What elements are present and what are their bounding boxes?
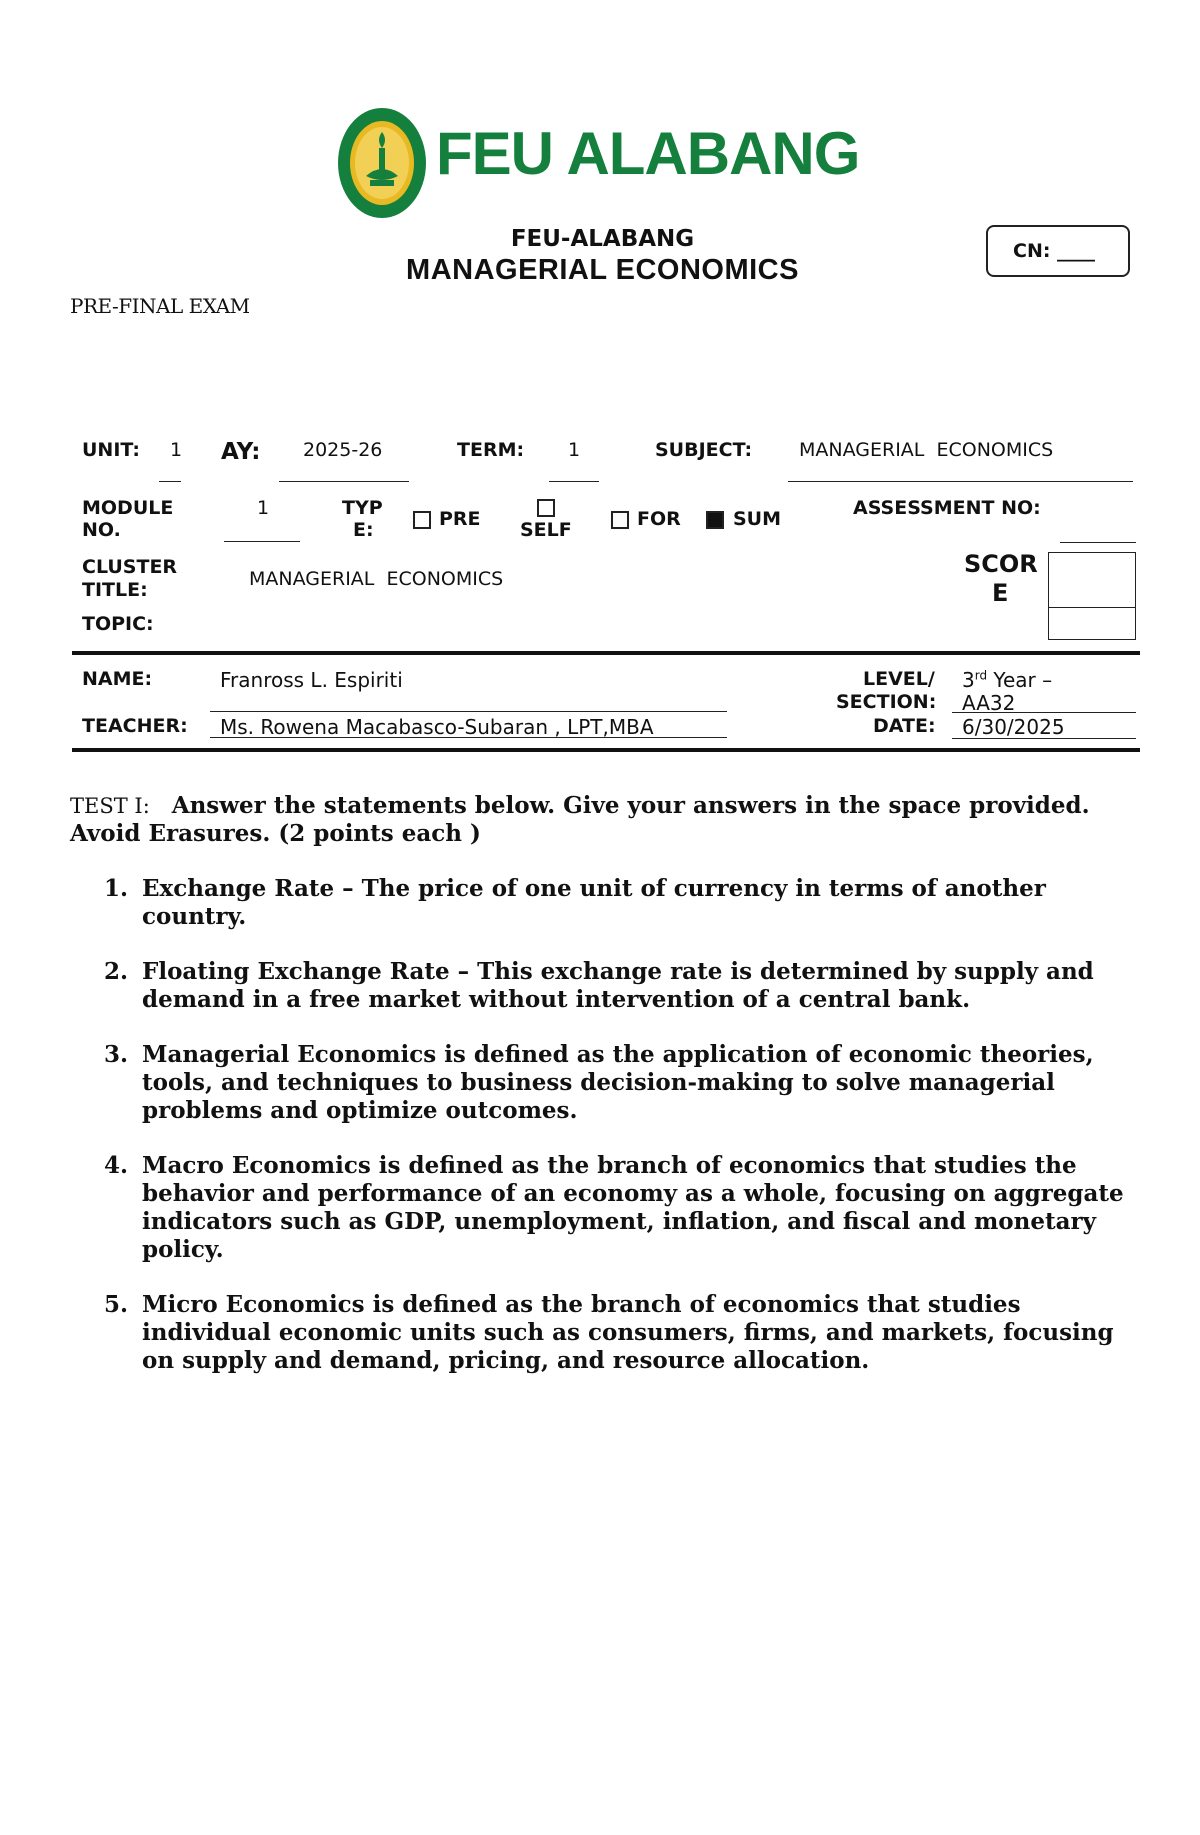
topic-label: TOPIC: (82, 613, 154, 635)
list-item: 2. Floating Exchange Rate – This exchange rate is determined by supply and demand in a free market without intervention of a central bank. (104, 958, 1094, 1013)
module-value: 1 (257, 497, 270, 519)
test-instructions-text: Answer the statements below. Give your answers in the space provided. Avoid Erasures. (2 points each ) (70, 792, 1090, 847)
type-for-checkbox[interactable] (611, 511, 629, 529)
unit-value: 1 (170, 439, 183, 461)
list-item: 4. Macro Economics is defined as the branch of economics that studies the behavior and performance of an economy as a whole, focusing on aggregate indicators such as GDP, unemployment, inflation, and fiscal and monetary policy. (104, 1152, 1124, 1263)
assessment-underline (1060, 542, 1136, 543)
date-value: 6/30/2025 (962, 715, 1065, 739)
type-sum-checkbox[interactable] (706, 511, 724, 529)
school-name: FEU-ALABANG (510, 226, 695, 252)
type-sum-label: SUM (733, 508, 782, 530)
list-item: 3. Managerial Economics is defined as the application of economic theories, tools, and techniques to business decision-making to solve managerial problems and optimize outcomes. (104, 1041, 1094, 1124)
ay-underline (279, 481, 409, 482)
teacher-label: TEACHER: (82, 715, 188, 737)
score-box-divider (1048, 607, 1136, 608)
course-title: MANAGERIAL ECONOMICS (406, 254, 799, 286)
type-pre-label: PRE (439, 508, 481, 530)
cn-label: CN: ____ (1013, 240, 1096, 262)
school-logo-wordmark: FEU ALABANG (436, 120, 860, 187)
type-label: TYP (342, 497, 383, 519)
exam-type: PRE-FINAL EXAM (70, 294, 250, 318)
assessment-label: ASSESSMENT NO: (853, 497, 1041, 519)
score-label: SCOR (964, 550, 1038, 578)
term-underline (549, 481, 599, 482)
divider-top (72, 651, 1140, 655)
cluster-label: CLUSTER (82, 556, 178, 578)
level-label: LEVEL/ (863, 668, 935, 690)
module-underline (224, 541, 300, 542)
score-box (1048, 552, 1136, 640)
section-label: SECTION: (836, 691, 937, 713)
type-pre-checkbox[interactable] (413, 511, 431, 529)
subject-value: MANAGERIAL ECONOMICS (799, 439, 1054, 461)
date-label: DATE: (873, 715, 936, 737)
section-value: AA32 (962, 691, 1016, 715)
list-item: 1. Exchange Rate – The price of one unit of currency in terms of another country. (104, 875, 1046, 930)
type-self-label: SELF (520, 519, 572, 541)
teacher-underline (210, 737, 727, 738)
unit-underline (159, 481, 181, 482)
name-value: Franross L. Espiriti (220, 668, 403, 692)
section-underline (952, 712, 1136, 713)
module-label-no: NO. (82, 519, 121, 541)
type-label-e: E: (353, 519, 374, 541)
divider-bottom (72, 748, 1140, 752)
list-item: 5. Micro Economics is defined as the branch of economics that studies individual economic units such as consumers, firms, and markets, focusing on supply and demand, pricing, and resource allocation. (104, 1291, 1114, 1374)
term-label: TERM: (457, 439, 525, 461)
name-underline (210, 711, 727, 712)
test-instructions (70, 792, 1150, 848)
score-label-e: E (992, 579, 1009, 607)
cluster-label-title: TITLE: (82, 579, 148, 601)
term-value: 1 (568, 439, 581, 461)
date-underline (952, 738, 1136, 739)
module-label: MODULE (82, 497, 174, 519)
name-label: NAME: (82, 668, 153, 690)
type-self-checkbox[interactable] (537, 499, 555, 517)
school-seal-icon (336, 106, 428, 220)
cluster-value: MANAGERIAL ECONOMICS (249, 568, 504, 590)
test-label: TEST I: (70, 794, 150, 818)
teacher-value: Ms. Rowena Macabasco-Subaran , LPT,MBA (220, 715, 654, 739)
level-value: 3rd Year – (962, 668, 1053, 692)
question-list (104, 875, 1144, 1402)
unit-label: UNIT: (82, 439, 140, 461)
ay-label: AY: (221, 439, 261, 465)
subject-underline (788, 481, 1133, 482)
type-for-label: FOR (637, 508, 681, 530)
subject-label: SUBJECT: (655, 439, 753, 461)
ay-value: 2025-26 (303, 439, 383, 461)
